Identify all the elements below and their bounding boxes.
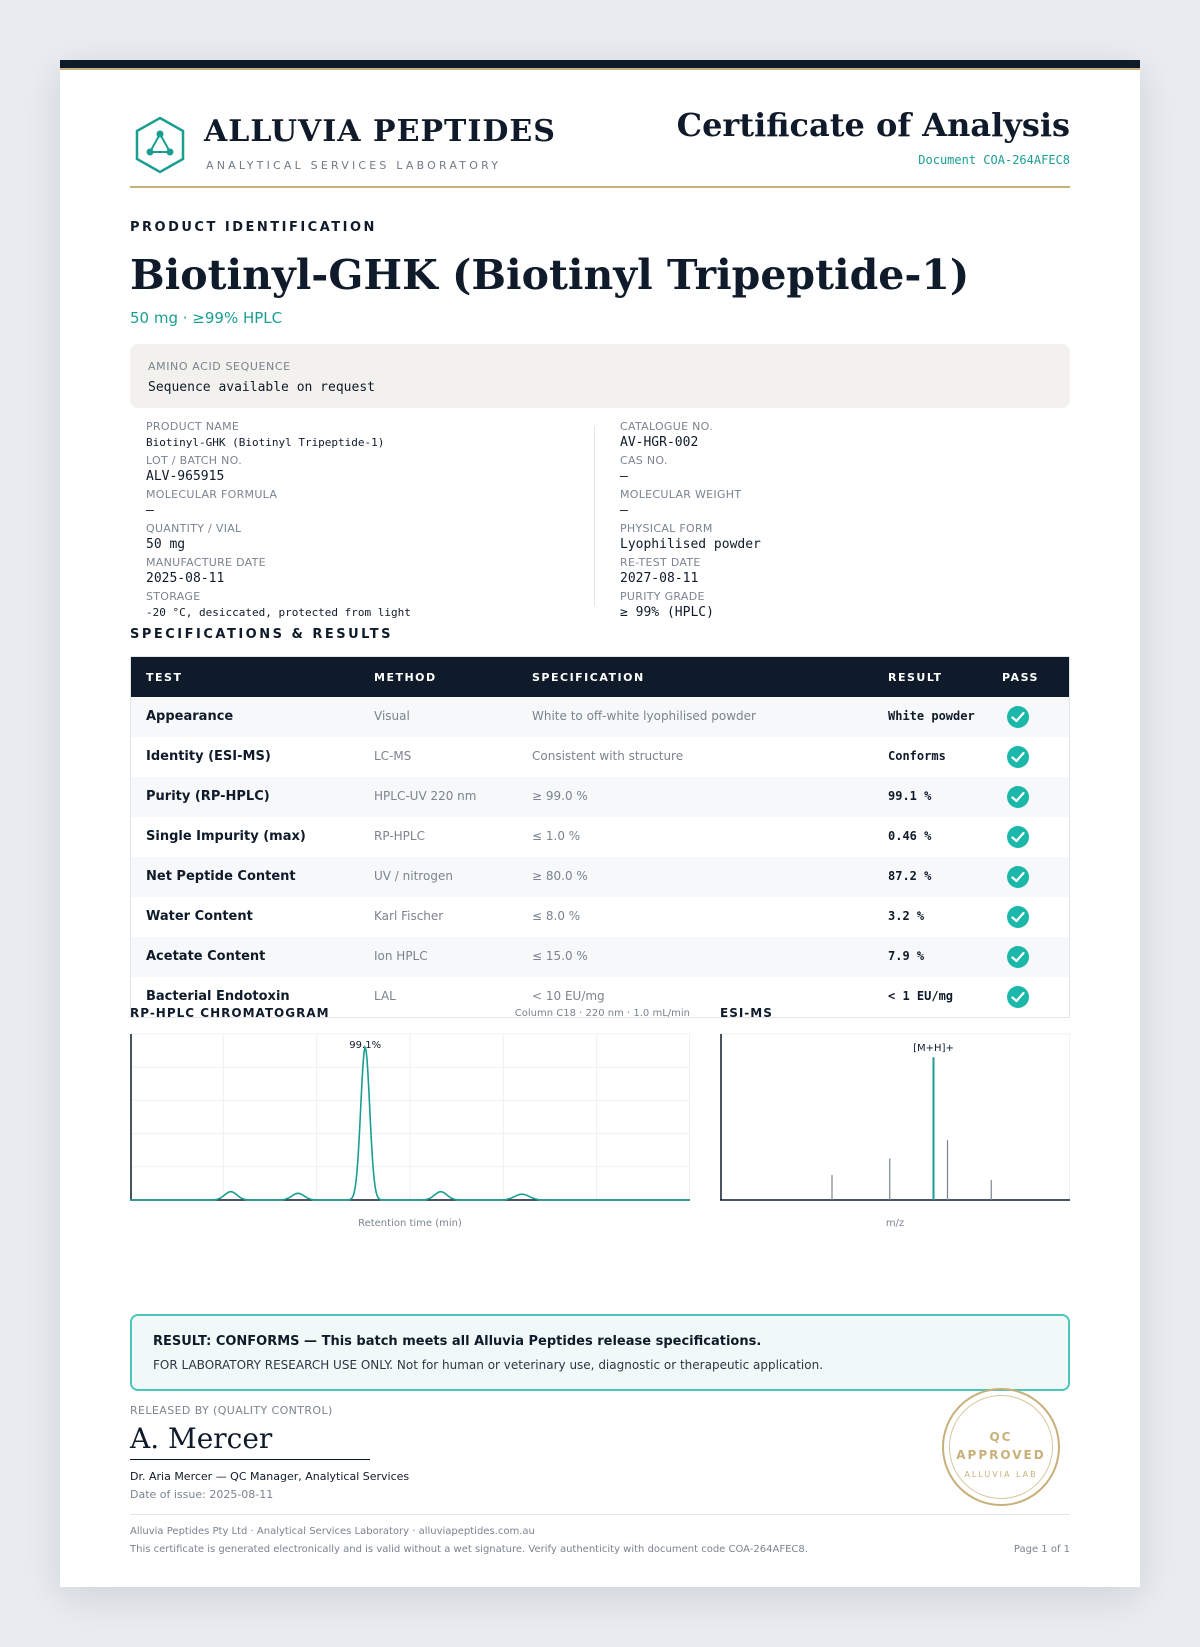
field-cas-number: CAS NO. — (620, 454, 668, 484)
document-title: Certificate of Analysis (676, 106, 1070, 144)
esi-ms-title: ESI-MS (720, 1006, 773, 1020)
sequence-box (130, 344, 1070, 408)
col-method: METHOD (374, 671, 437, 684)
specs-table-header (131, 657, 1069, 697)
pass-check-icon (1007, 946, 1029, 968)
document-id: Document COA-264AFEC8 (918, 153, 1070, 167)
chromatogram-xlabel: Retention time (min) (358, 1218, 462, 1229)
main-peak-label: 99.1% (349, 1040, 382, 1051)
field-catalogue-number: CATALOGUE NO. AV-HGR-002 (620, 420, 713, 450)
table-row: Acetate Content Ion HPLC ≤ 15.0 % 7.9 % (131, 937, 1069, 977)
seal-line-1: QC (989, 1430, 1013, 1444)
brand-name: ALLUVIA PEPTIDES (204, 114, 556, 149)
release-label: RELEASED BY (QUALITY CONTROL) (130, 1404, 333, 1417)
fields-right-column (620, 420, 1070, 624)
table-row: Water Content Karl Fischer ≤ 8.0 % 3.2 % (131, 897, 1069, 937)
footer-company: Alluvia Peptides Pty Ltd · Analytical Services Laboratory · alluviapeptides.com.au (130, 1526, 535, 1537)
pass-check-icon (1007, 746, 1029, 768)
esi-ms-chart (720, 1030, 1070, 1204)
product-subtitle: 50 mg · ≥99% HPLC (130, 309, 283, 327)
page-number: Page 1 of 1 (1013, 1544, 1070, 1555)
field-product-name: PRODUCT NAME Biotinyl-GHK (Biotinyl Tripeptide-1) (146, 420, 385, 449)
field-retest-date: RE-TEST DATE 2027-08-11 (620, 556, 701, 586)
pass-check-icon (1007, 986, 1029, 1008)
issue-date: Date of issue: 2025-08-11 (130, 1488, 274, 1501)
sequence-value: Sequence available on request (148, 380, 375, 395)
pass-check-icon (1007, 786, 1029, 808)
result-note: FOR LABORATORY RESEARCH USE ONLY. Not for human or veterinary use, diagnostic or therapeutic application. (153, 1358, 824, 1372)
field-molecular-weight: MOLECULAR WEIGHT — (620, 488, 742, 518)
product-title: Biotinyl-GHK (Biotinyl Tripeptide-1) (130, 251, 970, 299)
signature-line (130, 1459, 370, 1460)
table-row: Single Impurity (max) RP-HPLC ≤ 1.0 % 0.46 % (131, 817, 1069, 857)
field-quantity: QUANTITY / VIAL 50 mg (146, 522, 242, 552)
col-specification: SPECIFICATION (532, 671, 645, 684)
specs-table-body (131, 697, 1069, 1017)
footer-divider (130, 1514, 1070, 1515)
seal-line-2: APPROVED (956, 1448, 1046, 1462)
pass-check-icon (1007, 866, 1029, 888)
field-storage: STORAGE -20 °C, desiccated, protected from light (146, 590, 411, 619)
table-row: Appearance Visual White to off-white lyophilised powder White powder (131, 697, 1069, 737)
seal-inner-ring (949, 1395, 1053, 1499)
chromatogram-note: Column C18 · 220 nm · 1.0 mL/min (514, 1008, 690, 1019)
result-box (130, 1314, 1070, 1391)
field-molecular-formula: MOLECULAR FORMULA — (146, 488, 278, 518)
pass-check-icon (1007, 906, 1029, 928)
table-row: Bacterial Endotoxin LAL < 10 EU/mg < 1 EU/mg (131, 977, 1069, 1017)
hplc-chromatogram-chart (130, 1030, 690, 1204)
sequence-label: AMINO ACID SEQUENCE (148, 360, 291, 373)
top-gold-line (60, 68, 1140, 70)
footer-disclaimer: This certificate is generated electronically and is valid without a wet signature. Verify authenticity with document code COA-264AFEC8. (130, 1544, 808, 1555)
top-bar (60, 60, 1140, 68)
certificate-header (130, 100, 1070, 188)
specs-section-label: SPECIFICATIONS & RESULTS (130, 627, 394, 642)
signer-name: Dr. Aria Mercer — QC Manager, Analytical Services (130, 1470, 410, 1483)
field-lot-number: LOT / BATCH NO. ALV-965915 (146, 454, 242, 484)
product-fields (130, 420, 1070, 620)
col-test: TEST (146, 671, 183, 684)
pass-check-icon (1007, 706, 1029, 728)
brand-tagline: ANALYTICAL SERVICES LABORATORY (206, 159, 502, 172)
field-purity-grade: PURITY GRADE ≥ 99% (HPLC) (620, 590, 714, 620)
table-row: Net Peptide Content UV / nitrogen ≥ 80.0 % 87.2 % (131, 857, 1069, 897)
fields-left-column (146, 420, 586, 624)
pass-check-icon (1007, 826, 1029, 848)
field-manufacture-date: MANUFACTURE DATE 2025-08-11 (146, 556, 266, 586)
specs-table (130, 656, 1070, 1018)
table-row: Identity (ESI-MS) LC-MS Consistent with structure Conforms (131, 737, 1069, 777)
qc-approved-seal (942, 1388, 1060, 1506)
chromatogram-title: RP-HPLC CHROMATOGRAM (130, 1006, 330, 1020)
field-physical-form: PHYSICAL FORM Lyophilised powder (620, 522, 761, 552)
hexagon-logo-icon (134, 116, 186, 174)
fields-divider (594, 426, 595, 606)
result-title: RESULT: CONFORMS — This batch meets all Alluvia Peptides release specifications. (153, 1334, 762, 1349)
product-section-label: PRODUCT IDENTIFICATION (130, 220, 377, 235)
seal-line-3: ALLUVIA LAB (964, 1470, 1038, 1479)
col-pass: PASS (1002, 671, 1039, 684)
table-row: Purity (RP-HPLC) HPLC-UV 220 nm ≥ 99.0 % 99.1 % (131, 777, 1069, 817)
signature: A. Mercer (130, 1422, 273, 1455)
main-ion-label: [M+H]+ (913, 1043, 954, 1055)
col-result: RESULT (888, 671, 943, 684)
certificate-page (60, 60, 1140, 1587)
esi-ms-xlabel: m/z (885, 1218, 905, 1229)
